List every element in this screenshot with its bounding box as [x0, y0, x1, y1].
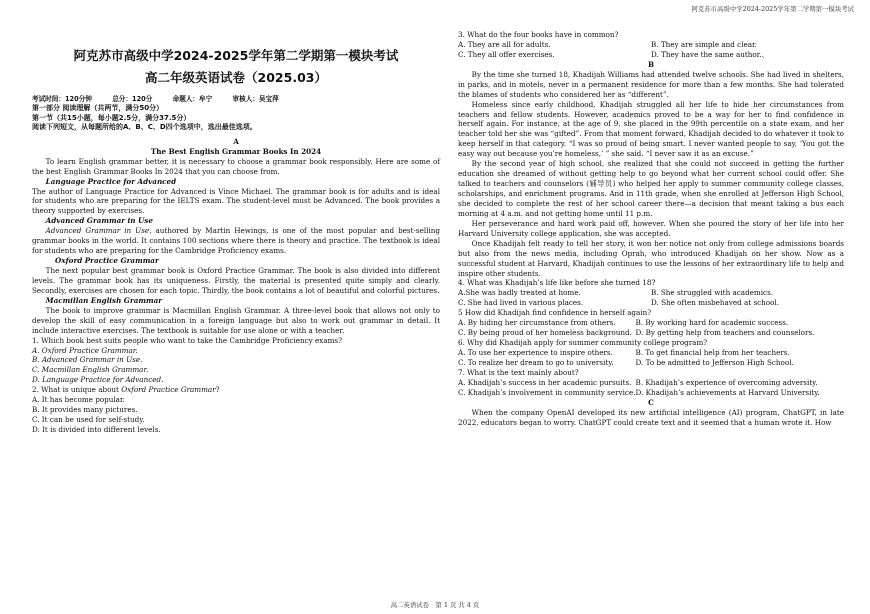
book-description: Advanced Grammar in Use, authored by Martin Hewings, is one of the most popular and best-selling grammar books in the world. It contains 100 sections where there is theory and practice. The textbook is ideal for students who are preparing for the Cambridge Proficiency exams.	[32, 226, 441, 256]
option: A. Khadijah’s success in her academic pursuits.	[458, 377, 632, 387]
question-5: 5 How did Khadijah find confidence in herself again?	[458, 308, 652, 318]
exam-subtitle: 高二年级英语试卷（2025.03）	[145, 69, 327, 85]
option: D. They have the same author.、	[651, 49, 769, 59]
question-7: 7. What is the text mainly about?	[458, 367, 579, 377]
book-heading: Macmillan English Grammar	[45, 295, 163, 305]
exam-time: 考试时间：120分钟	[32, 94, 92, 103]
exam-meta	[32, 95, 440, 104]
exam-author: 命题人：牟宁	[172, 94, 213, 103]
passage-b-paragraph: By the second year of high school, she realized that she could not succeed in getting the further education she dreamed of without getting help to go beyond what her current school could offer. She talked to teachers and counselors (辅导员) who helped her apply to summer community college classes, scholarships, and enrichment programs. And in 11th grade, when she enrolled at Jefferson High School, she decided to complete the rest of her school career there—a decision that meant taking a bus each morning at 4 a.m. and not getting home until 11 p.m.	[458, 159, 844, 218]
option-row	[458, 348, 844, 358]
running-header: 阿克苏市高级中学2024-2025学年第二学期第一模块考试	[691, 5, 854, 13]
option: B. Khadijah’s experience of overcoming adversity.	[635, 377, 818, 387]
option-row	[458, 358, 844, 368]
book-description: The book to improve grammar is Macmillan English Grammar. A three-level book that allows not only to develop the skill of easy communication in a foreign language but also to work out grammar in detail. It include interactive exercises. The textbook is suitable for use alone or with a teacher.	[32, 305, 440, 335]
option: D. To be admitted to Jefferson High School.	[635, 357, 794, 367]
option: B. She struggled with academics.	[651, 288, 774, 298]
option-row	[458, 50, 844, 60]
passage-b-paragraph: By the time she turned 18, Khadijah Williams had attended twelve schools. She had lived in shelters, in parks, and in motels, never in a permanent residence for more than a few months. She had tolerated the blames of students who considered her as “different”.	[458, 69, 844, 99]
option: A. To use her experience to inspire others.	[458, 348, 613, 357]
section-heading: 第一节（共15小题，每小题2.5分，满分37.5分）	[32, 113, 191, 122]
part-heading: 第一部分 阅读理解（共两节，满分50分）	[32, 103, 164, 112]
option: C. Khadijah’s involvement in community service.	[458, 387, 636, 397]
question-4: 4. What was Khadijah’s life like before she turned 18?	[458, 278, 656, 288]
option: A. Oxford Practice Grammar.	[32, 345, 138, 355]
option: B. They are simple and clear.	[651, 39, 757, 49]
passage-c-letter: C	[648, 397, 654, 407]
passage-a-title: The Best English Grammar Books In 2024	[150, 146, 322, 156]
book-description: The author of Language Practice for Advanced is Vince Michael. The grammar book is for adults and is ideal for students who are preparing for the IELTS exam. The student-level must be Advanced. The book provides a theory supported by exercises.	[32, 186, 440, 216]
passage-b-letter: B	[647, 59, 655, 69]
passage-b-paragraph: Her perseverance and hard work paid off, however. When she poured the story of her life into her Harvard University college application, she was accepted.	[458, 218, 844, 238]
option: C. To realize her dream to go to university.	[458, 357, 614, 367]
option: A.She was badly treated at home.	[458, 288, 581, 298]
question-6: 6. Why did Khadijah apply for summer community college program?	[458, 338, 708, 348]
option: C. By being proud of her homeless background.	[458, 328, 632, 338]
option: B. By working hard for academic success.	[635, 318, 789, 328]
question-1: 1. Which book best suits people who want to take the Cambridge Proficiency exams?	[32, 335, 342, 345]
option: A. They are all for adults.	[458, 39, 551, 49]
option: D. It is divided into different levels.	[32, 425, 161, 434]
exam-reviewer: 审核人：吴宝萍	[232, 94, 279, 103]
option-row	[458, 40, 844, 50]
passage-b-paragraph: Homeless since early childhood, Khadijah struggled all her life to hide her circumstances from teachers and fellow students. However, academics proved to be a way for her to find confidence in herself again. For instance, at the age of 9, she placed in the 99th percentile on a state exam, and her teacher told her she was “gifted”. From that moment forward, Khadijah decided to do whatever it took to keep herself in that category. “I was so proud of being smart. I never wanted people to say, ‘You got the easy way out because you’re homeless,’ ” she said. “I never saw it as an excuse.”	[458, 99, 844, 159]
page-footer: 高二英语试卷 第 1 页 共 4 页	[390, 601, 480, 609]
instruction: 阅读下列短文，从每题所给的A、B、C、D四个选项中，选出最佳选项。	[32, 123, 257, 132]
option: D. She often misbehaved at school.	[651, 298, 780, 308]
book-description: The next popular best grammar book is Oxford Practice Grammar. The book is also divided into different levels. The grammar book has its uniqueness. Firstly, the material is presented quite simply and clearly. Secondly, exercises are chosen for each topic. Thirdly, the book contains a lot of beautiful and colorful pictures.	[32, 266, 440, 295]
exam-score: 总分：120分	[112, 94, 153, 103]
option-row	[458, 328, 844, 338]
option: D. Khadijah’s achievements at Harvard University.	[635, 387, 820, 397]
passage-a-intro: To learn English grammar better, it is necessary to choose a grammar book responsibly. Here are some of the best English Grammar Books In 2024 that you can choose from.	[32, 156, 440, 176]
option: A. By hiding her circumstance from others.	[458, 318, 616, 328]
option: D. Language Practice for Advanced.	[32, 375, 164, 385]
book-heading: Language Practice for Advanced	[45, 176, 177, 186]
option: B. It provides many pictures.	[32, 405, 138, 415]
option: B. Advanced Grammar in Use.	[32, 355, 143, 365]
option-row	[458, 378, 844, 388]
passage-c-paragraph: When the company OpenAI developed its new artificial intelligence (AI) program, ChatGPT, in late 2022, educators began to worry. ChatGPT could create text and it seemed that a human wrote it. How	[458, 407, 844, 427]
passage-b-paragraph: Once Khadijah felt ready to tell her story, it won her notice not only from college admissions boards but also from the news media, including Oprah, who introduced Khadijah on her show. Now as a successful student at Harvard, Khadijah continues to use the lessons of her extraordinary life to help and inspire other students.	[458, 238, 844, 278]
option: C. It can be used for self-study.	[32, 415, 145, 425]
option-row	[458, 298, 844, 308]
option-row	[458, 388, 844, 398]
passage-a-letter: A	[233, 136, 239, 146]
left-column	[32, 14, 440, 435]
option: C. She had lived in various places.	[458, 298, 584, 308]
right-column	[458, 30, 844, 428]
exam-title: 阿克苏市高级中学2024-2025学年第二学期第一模块考试	[73, 48, 399, 63]
book-title-italic: Advanced Grammar in Use	[45, 226, 150, 236]
option-row	[458, 318, 844, 328]
option-row	[458, 288, 844, 298]
question-3: 3. What do the four books have in common?	[458, 30, 619, 39]
option: B. To get financial help from her teachers.	[635, 348, 790, 357]
option: C. Macmillan English Grammar.	[32, 365, 149, 375]
option: D. By getting help from teachers and counselors.	[635, 328, 815, 338]
option: A. It has become popular.	[32, 395, 125, 405]
question-2: 2. What is unique about Oxford Practice Grammar?	[32, 385, 220, 395]
book-heading: Advanced Grammar in Use	[45, 216, 153, 226]
option: C. They all offer exercises.	[458, 49, 555, 59]
book-heading: Oxford Practice Grammar	[55, 256, 159, 266]
